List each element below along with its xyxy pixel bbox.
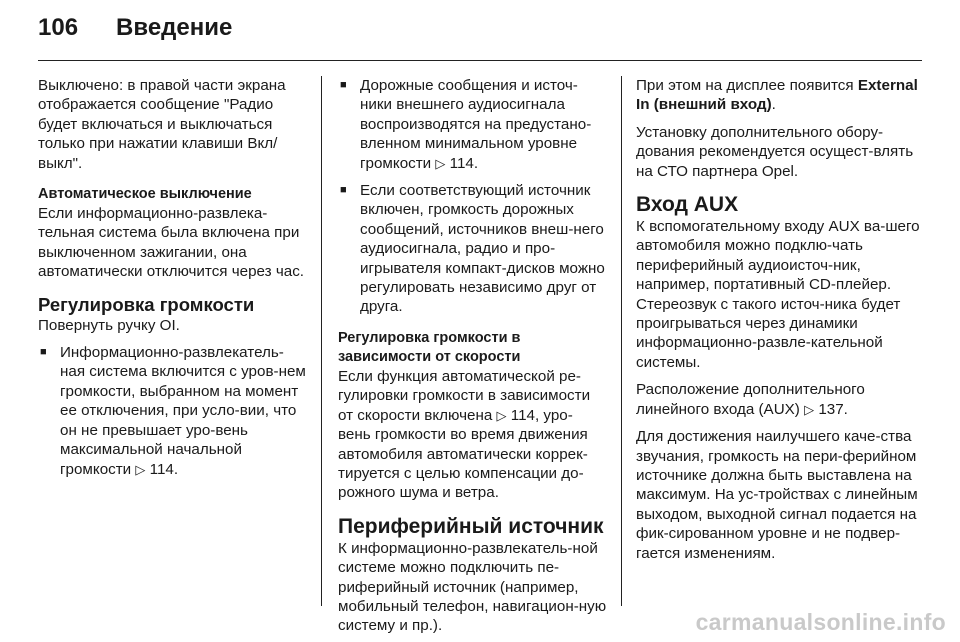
column-1 [38,76,308,612]
list-item [38,343,308,479]
triangle-right-icon: ▷ [135,461,146,477]
paragraph-off-mode: Выключено: в правой части экрана отображается сообщение "Радио будет включаться и выключаться только при нажатии клавиши Вкл/выкл". [38,77,286,172]
paragraph-speed-volume: Если функция автоматической ре-гулировки громкости в зависимости от скорости включена ▷ 114, уро- вень громкости во время движения автомобиля автоматически коррек-тируется с целью компенсации до-рожного шума и ветра. [338,367,591,502]
triangle-right-icon: ▷ [804,401,815,417]
triangle-right-icon: ▷ [496,407,507,423]
page-number: 106 [38,14,79,41]
square-bullet-icon: ■ [340,184,347,197]
square-bullet-icon: ■ [40,346,47,359]
page-title: Введение [116,14,233,41]
paragraph-best-quality: Для достижения наилучшего каче-ства звучания, громкость на пери-ферийном источнике должна быть выставлена на максимум. На ус-тройствах с линейным выходом, выходной сигнал подается на фик-сированном уровне и не подвер-гается изменениям. [636,428,918,562]
page-reference-link[interactable]: 114. [449,154,479,172]
column-divider [321,76,322,606]
triangle-right-icon: ▷ [435,155,446,171]
page-reference-link[interactable]: 114, уро- [510,406,573,424]
header-divider [38,60,922,61]
paragraph-aux-location: Расположение дополнительного линейного входа (AUX) ▷ 137. [636,381,865,418]
list-item [338,181,608,317]
heading-speed-volume: Регулировка громкости в зависимости от скорости [338,329,521,365]
column-3 [636,76,922,612]
bullet-text: Дорожные сообщения и источ-ники внешнего аудиосигнала воспроизводятся на предустано-вленном минимальном уровне громкости [360,77,592,172]
heading-peripheral: Периферийный источник [338,514,604,538]
column-2 [338,76,608,635]
list-item [338,76,608,173]
paragraph-turn-knob: Повернуть ручку OI. [38,316,180,334]
page-reference-link[interactable]: 137. [818,400,848,418]
paragraph-auto-off: Если информационно-развлека-тельная система была включена при выключенном зажигании, она автоматически отключится через час. [38,205,305,281]
heading-auto-off: Автоматическое выключение [38,186,252,203]
paragraph-peripheral: К информационно-развлекатель-ной системе можно подключить пе-риферийный источник (например, мобильный телефон, навигацион-ную систему и пр.). [338,539,607,635]
watermark: carmanualsonline.info [695,609,946,635]
column-divider [621,76,622,606]
paragraph-installation: Установку дополнительного обору-дования рекомендуется осущест-влять на СТО партнера Opel. [636,123,914,180]
bullet-text: Если соответствующий источник включен, громкость дорожных сообщений, источников внеш-него аудиосигнала, радио и про-игрывателя компакт-дисков можно регулировать независимо друг от друга. [360,182,605,316]
page-header [38,14,922,54]
heading-volume: Регулировка громкости [38,293,255,315]
square-bullet-icon: ■ [340,79,347,91]
heading-aux: Вход AUX [636,193,739,217]
bullet-text: Информационно-развлекатель-ная система включится с уров-нем громкости, выбранном на момент ее отключения, при усло-вии, что он не превышает уро-вень максимальной начальной громкости [60,344,306,478]
paragraph-external-in: При этом на дисплее появится External In (внешний вход). [636,77,918,114]
paragraph-aux: К вспомогательному входу AUX ва-шего автомобиля можно подклю-чать периферийный аудиоисточ-ник, например, портативный CD-плейер. Стереозвук с такого источ-ника будет проигрываться через динамики информационно-развле-кательной системы. [636,218,920,371]
page-reference-link[interactable]: 114. [149,460,179,478]
display-text-external-in: External In (внешний вход) [636,77,918,114]
